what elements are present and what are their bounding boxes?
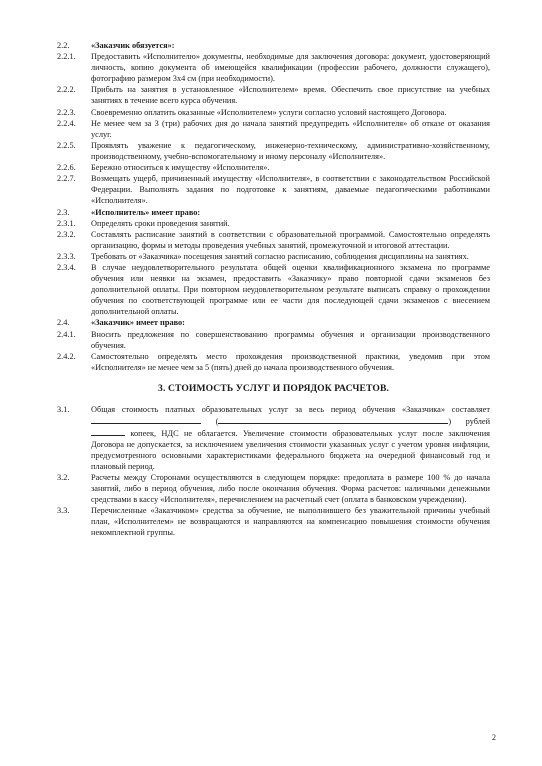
clause-number: 2.2.5. <box>57 140 76 150</box>
clause-row <box>57 173 490 206</box>
clause-row <box>57 40 490 51</box>
clause-number: 2.3.3. <box>57 252 76 262</box>
clause-number: 2.4.1. <box>57 329 76 339</box>
subsection-title: «Заказчик обязуется»: <box>91 41 175 50</box>
clause-text: Проявлять уважение к педагогическому, инженерно-техническому, административно-хозяйственному, производственному, учебно-вспомогательному и иному персоналу «Исполнителя». <box>91 140 490 161</box>
close-paren: ) <box>448 416 452 426</box>
clause-text: Не менее чем за 3 (три) рабочих дня до начала занятий предупредить «Исполнителя» об отказе от оказания услуг. <box>91 118 490 139</box>
clause-row <box>57 505 490 538</box>
clause-text: Вносить предложения по совершенствованию программы обучения и организации производственного обучения. <box>91 329 490 350</box>
clause-number: 2.2.4. <box>57 118 76 128</box>
clause-number: 2.3.2. <box>57 229 76 239</box>
clause-number: 3.2. <box>57 473 70 482</box>
clause-row <box>57 351 490 373</box>
clause-number: 2.2.2. <box>57 85 76 95</box>
clause-number: 3.3. <box>57 506 70 516</box>
clause-text: Расчеты между Сторонами осуществляются в следующем порядке: предоплата в размере 100 % до начала занятий, либо в период обучения, либо после окончания обучения. Форма расчетов: наличными денежными средствами в кассу «Исполнителя», перечислением на расчетный счет (оплата в банковском учреждении). <box>91 473 490 504</box>
clause-text: Самостоятельно определять место прохождения производственной практики, уведомив при этом «Исполнителя» не менее чем за 5 (пять) дней до начала производственного обучения. <box>91 351 490 372</box>
amount-words-blank-line <box>215 415 448 426</box>
kopecks-blank-line <box>91 427 125 436</box>
section-3-heading: 3. СТОИМОСТЬ УСЛУГ И ПОРЯДОК РАСЧЕТОВ. <box>158 382 389 394</box>
clause-text: Своевременно оплатить оказанные «Исполнителем» услуги согласно условий настоящего Договора. <box>91 107 447 117</box>
rubles-label: рублей <box>465 416 491 426</box>
clause-text <box>91 404 490 472</box>
clause-row <box>57 51 490 84</box>
clause-number: 2.4.2. <box>57 351 76 361</box>
section-3-list <box>57 472 490 538</box>
clause-3-1-text-part2: копеек, НДС не облагается. Увеличение стоимости образовательных услуг после заключения Договора не допускается, за исключением увеличения стоимости указанных услуг с учетом уровня инфляции, предусмотренного основными характеристиками федерального бюджета на очередной финансовый год и плановый период. <box>91 428 490 471</box>
clause-number: 2.3.1. <box>57 218 76 228</box>
clause-text: Перечисленные «Заказчиком» средства за обучение, не выполнившего без уважительной причины учебный план, «Исполнителем» не возвращаются и направляются на компенсацию повышения стоимости обучения некомплектной группы. <box>91 506 490 538</box>
clause-text: Требовать от «Заказчика» посещения занятий согласно расписанию, соблюдения дисциплины на занятиях. <box>91 252 469 262</box>
clause-text: Определять сроки проведения занятий. <box>91 218 230 228</box>
subsection-title: «Исполнитель» имеет право: <box>91 207 201 217</box>
clause-number: 2.2.3. <box>57 107 76 117</box>
clause-row <box>57 84 490 106</box>
subsection-title: «Заказчик» имеет право: <box>91 318 185 328</box>
amount-blank-line <box>91 415 201 424</box>
clause-row <box>57 329 490 351</box>
clause-text: Составлять расписание занятий в соответствии с образовательной программой. Самостоятельно определять организацию, формы и методы проведения учебных занятий, промежуточной и итоговой аттестации. <box>91 229 490 250</box>
clause-row <box>57 107 490 118</box>
section-2-list <box>57 40 490 373</box>
clause-row <box>57 218 490 229</box>
clause-row <box>57 317 490 328</box>
clause-number: 2.4. <box>57 318 70 328</box>
page-number: 2 <box>492 733 496 742</box>
clause-text: Предоставить «Исполнителю» документы, необходимые для заключения договора: документ, удостоверяющий личность, копию документа об имеющейся квалификации (профессии рабочего, должности служащего), фотографию размером 3х4 см (при необходимости). <box>91 52 490 84</box>
clause-row <box>57 229 490 251</box>
clause-row <box>57 251 490 262</box>
clause-row <box>57 118 490 140</box>
clause-row <box>57 162 490 173</box>
open-paren: ( <box>215 416 219 426</box>
clause-row <box>57 262 490 317</box>
clause-text: В случае неудовлетворительного результата общей оценки квалификационного экзамена по программе обучения или неявки на экзамен, предоставить «Заказчику» право повторной сдачи экзаменов без дополнительной оплаты. При повторном неудовлетворительном результате выписать справку о прохождении обучения по соответствующей программе или ее части для последующей сдачи экзаменов с внесением дополнительной оплаты. <box>91 263 490 317</box>
clause-number: 2.2.7. <box>57 174 76 184</box>
clause-number: 2.2.1. <box>57 52 76 62</box>
clause-text: Возмещать ущерб, причиненный имуществу «Исполнителя», в соответствии с законодательством Российской Федерации. Выполнять задания по подготовке к занятиям, даваемые педагогическими работниками «Исполнителя». <box>91 174 490 206</box>
clause-text: Прибыть на занятия в установленное «Исполнителем» время. Обеспечить свое присутствие на учебных занятиях в течение всего курса обучения. <box>91 85 490 106</box>
clause-row <box>57 140 490 162</box>
clause-row <box>57 472 490 505</box>
clause-number: 3.1. <box>57 404 70 414</box>
clause-number: 2.3. <box>57 207 70 217</box>
clause-3-1-text-part1: Общая стоимость платных образовательных услуг за весь период обучения «Заказчика» составляет <box>91 404 490 414</box>
clause-3-1 <box>57 404 490 472</box>
clause-number: 2.3.4. <box>57 263 76 273</box>
clause-row <box>57 207 490 218</box>
clause-text: Бережно относиться к имуществу «Исполнителя». <box>91 163 270 173</box>
clause-number: 2.2. <box>57 41 70 50</box>
clause-number: 2.2.6. <box>57 163 76 173</box>
